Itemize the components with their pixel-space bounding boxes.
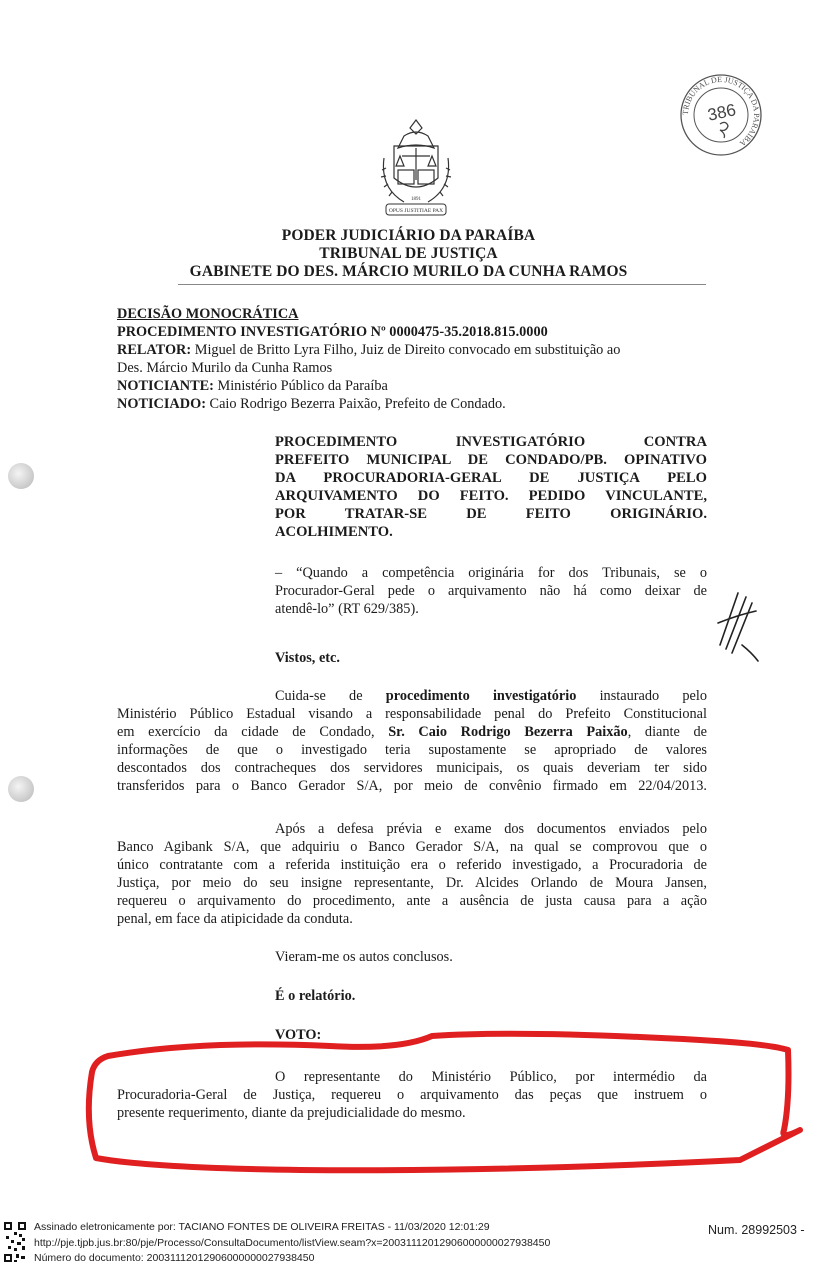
para1-line-5: descontados dos contracheques dos servidores municipais, os quais deveriam ter sido xyxy=(117,760,707,776)
para1-line3-text: em exercício da cidade de Condado, xyxy=(117,724,389,740)
para1-line-6: transferidos para o Banco Gerador S/A, por meio de convênio firmado em 22/04/2013. xyxy=(117,778,707,794)
para2-line-5: requereu o arquivamento do procedimento, ante a ausência de justa causa para a ação xyxy=(117,893,707,909)
footer-num: Num. 28992503 - xyxy=(708,1223,805,1237)
para2-line-1: Após a defesa prévia e exame dos documentos enviados pelo xyxy=(275,821,707,837)
summary-line-1: PROCEDIMENTO INVESTIGATÓRIO CONTRA xyxy=(275,434,707,450)
decision-type: DECISÃO MONOCRÁTICA xyxy=(117,306,299,322)
para1-line-1 xyxy=(275,688,707,706)
summary-line-4: ARQUIVAMENTO DO FEITO. PEDIDO VINCULANTE, xyxy=(275,488,707,504)
para3-line-1: O representante do Ministério Público, por intermédio da xyxy=(275,1069,707,1085)
relator-value: Miguel de Britto Lyra Filho, Juiz de Direito convocado em substituição ao xyxy=(194,342,621,358)
stamp-page-number: 386 xyxy=(705,100,738,125)
seal-year: 1891 xyxy=(411,197,421,202)
vieram: Vieram-me os autos conclusos. xyxy=(275,949,453,965)
noticiado-value: Caio Rodrigo Bezerra Paixão, Prefeito de Condado. xyxy=(209,396,506,412)
investigated-name: Sr. Caio Rodrigo Bezerra Paixão xyxy=(388,724,628,740)
noticiante-line xyxy=(117,378,388,396)
quote-line-3: atendê-lo” (RT 629/385). xyxy=(275,601,419,617)
page-number-stamp xyxy=(676,70,766,160)
relator-line-2: Des. Márcio Murilo da Cunha Ramos xyxy=(117,360,333,376)
relator-label: RELATOR: xyxy=(117,342,192,358)
relatorio: É o relatório. xyxy=(275,988,356,1004)
para1-text-end: instaurado pelo xyxy=(576,688,707,704)
para2-line-2: Banco Agibank S/A, que adquiriu o Banco Gerador S/A, na qual se comprovou que o xyxy=(117,839,707,855)
summary-line-6: ACOLHIMENTO. xyxy=(275,524,393,540)
summary-line-3: DA PROCURADORIA-GERAL DE JUSTIÇA PELO xyxy=(275,470,707,486)
noticiado-label: NOTICIADO: xyxy=(117,396,206,412)
punch-hole-bottom xyxy=(8,776,34,802)
quote-line-2: Procurador-Geral pede o arquivamento não há como deixar de xyxy=(275,583,707,599)
qr-code xyxy=(2,1220,28,1264)
header-court: PODER JUDICIÁRIO DA PARAÍBA xyxy=(281,227,536,244)
seal-motto: OPUS JUSTITIAE PAX xyxy=(388,208,444,214)
stamp-ring-text: TRIBUNAL DE JUSTIÇA DA PARAÍBA xyxy=(680,74,762,149)
para3-line-2: Procuradoria-Geral de Justiça, requereu o arquivamento das peças que instruem o xyxy=(117,1087,707,1103)
para2-line-3: único contratante com a referida instituição era o referido investigado, a Procuradoria de xyxy=(117,857,707,873)
para1-text: Cuida-se de xyxy=(275,688,386,704)
para1-line-4: informações de que o investigado teria supostamente se apropriado de valores xyxy=(117,742,707,758)
punch-hole-top xyxy=(8,463,34,489)
footer-document-number: Número do documento: 20031112012906000000027938450 xyxy=(34,1252,315,1264)
summary-line-2: PREFEITO MUNICIPAL DE CONDADO/PB. OPINATIVO xyxy=(275,452,707,468)
relator-line-1 xyxy=(117,342,620,360)
voto-heading: VOTO: xyxy=(275,1027,322,1043)
para2-line-6: penal, em face da atipicidade da conduta. xyxy=(117,911,353,927)
footer-url[interactable]: http://pje.tjpb.jus.br:80/pje/Processo/ConsultaDocumento/listView.seam?x=20031112012906000000027938450 xyxy=(34,1237,551,1249)
para1-line-3 xyxy=(117,724,707,742)
footer-signature: Assinado eletronicamente por: TACIANO FONTES DE OLIVEIRA FREITAS - 11/03/2020 12:01:29 xyxy=(34,1221,490,1233)
para2-line-4: Justiça, por meio do seu insigne representante, Dr. Alcides Orlando de Moura Jansen, xyxy=(117,875,707,891)
noticiado-line xyxy=(117,396,506,414)
noticiante-value: Ministério Público da Paraíba xyxy=(217,378,388,394)
para1-line3-end: , diante de xyxy=(627,724,707,740)
noticiante-label: NOTICIANTE: xyxy=(117,378,214,394)
para3-line-3: presente requerimento, diante da prejudicialidade do mesmo. xyxy=(117,1105,466,1121)
court-seal-emblem xyxy=(374,118,458,220)
para1-bold: procedimento investigatório xyxy=(385,688,577,704)
summary-line-5: POR TRATAR-SE DE FEITO ORIGINÁRIO. xyxy=(275,506,707,522)
handwritten-initials xyxy=(712,575,762,665)
header-tribunal: TRIBUNAL DE JUSTIÇA xyxy=(319,245,498,262)
procedure-number: PROCEDIMENTO INVESTIGATÓRIO Nº 0000475-35.2018.815.0000 xyxy=(117,324,548,340)
header-rule xyxy=(178,284,706,285)
header-cabinet: GABINETE DO DES. MÁRCIO MURILO DA CUNHA RAMOS xyxy=(189,263,628,280)
vistos: Vistos, etc. xyxy=(275,650,340,666)
quote-line-1: – “Quando a competência originária for dos Tribunais, se o xyxy=(275,565,707,581)
para1-line-2: Ministério Público Estadual visando a responsabilidade penal do Prefeito Constitucional xyxy=(117,706,707,722)
